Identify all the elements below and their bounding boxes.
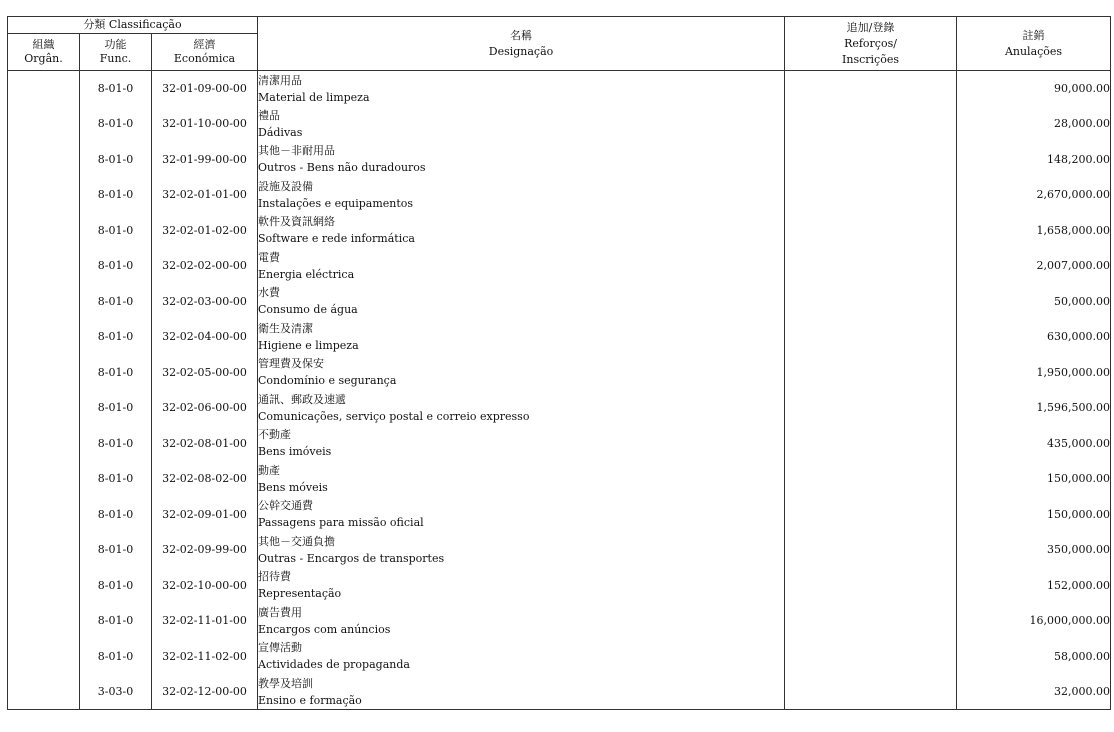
table-row [8, 532, 1111, 568]
organ-cell [8, 284, 80, 320]
func-code-cell: 8-01-0 [80, 106, 152, 142]
econ-code-cell: 32-02-09-99-00 [152, 532, 258, 568]
annulment-amount-cell: 1,596,500.00 [957, 390, 1111, 426]
designation-cell [258, 355, 785, 391]
econ-code-cell: 32-02-03-00-00 [152, 284, 258, 320]
annulment-amount-cell: 150,000.00 [957, 461, 1111, 497]
designation-zh: 管理費及保安 [258, 357, 325, 371]
designation-pt: Condomínio e segurança [258, 374, 397, 388]
func-code-cell: 8-01-0 [80, 603, 152, 639]
designation-cell [258, 603, 785, 639]
organ-cell [8, 248, 80, 284]
annulment-amount-cell: 2,007,000.00 [957, 248, 1111, 284]
reinforcements-header [785, 17, 957, 71]
func-code-cell: 8-01-0 [80, 355, 152, 391]
func-code-cell: 8-01-0 [80, 390, 152, 426]
func-header [80, 34, 152, 71]
func-code-cell: 8-01-0 [80, 213, 152, 249]
reinforcement-cell [785, 71, 957, 107]
reinforcement-cell [785, 603, 957, 639]
designation-zh: 宣傳活動 [258, 641, 303, 655]
organ-cell [8, 142, 80, 178]
organ-header-zh: 組織 [32, 38, 55, 51]
annulment-amount-cell: 630,000.00 [957, 319, 1111, 355]
designation-zh: 公幹交通費 [258, 499, 314, 513]
designation-zh: 教學及培訓 [258, 676, 314, 690]
func-code-cell: 8-01-0 [80, 461, 152, 497]
organ-cell [8, 319, 80, 355]
organ-cell [8, 674, 80, 710]
reinforcement-cell [785, 213, 957, 249]
designation-cell [258, 568, 785, 604]
designation-pt: Software e rede informática [258, 232, 415, 246]
reinforcements-header-pt2: Inscrições [842, 52, 899, 66]
designation-zh: 不動產 [258, 428, 292, 442]
designation-zh: 衛生及清潔 [258, 321, 314, 335]
designation-zh: 其他－交通負擔 [258, 534, 336, 548]
designation-pt: Outras - Encargos de transportes [258, 551, 445, 565]
func-code-cell: 8-01-0 [80, 142, 152, 178]
designation-pt: Representação [258, 587, 342, 601]
designation-pt: Ensino e formação [258, 693, 362, 707]
organ-cell [8, 639, 80, 675]
designation-pt: Instalações e equipamentos [258, 196, 414, 210]
annulment-amount-cell: 1,658,000.00 [957, 213, 1111, 249]
table-row [8, 177, 1111, 213]
designation-zh: 禮品 [258, 108, 281, 122]
organ-cell [8, 213, 80, 249]
annulment-amount-cell: 28,000.00 [957, 106, 1111, 142]
reinforcement-cell [785, 532, 957, 568]
designation-zh: 通訊、郵政及速遞 [258, 392, 347, 406]
organ-cell [8, 603, 80, 639]
designation-zh: 動產 [258, 463, 281, 477]
designation-zh: 清潔用品 [258, 73, 303, 87]
table-row [8, 390, 1111, 426]
func-code-cell: 8-01-0 [80, 319, 152, 355]
organ-cell [8, 106, 80, 142]
organ-cell [8, 497, 80, 533]
econ-code-cell: 32-02-11-01-00 [152, 603, 258, 639]
designation-cell [258, 284, 785, 320]
designation-cell [258, 497, 785, 533]
econ-code-cell: 32-02-04-00-00 [152, 319, 258, 355]
designation-pt: Material de limpeza [258, 90, 370, 104]
organ-cell [8, 568, 80, 604]
reinforcement-cell [785, 497, 957, 533]
reinforcement-cell [785, 568, 957, 604]
table-row [8, 461, 1111, 497]
table-row [8, 568, 1111, 604]
designation-zh: 設施及設備 [258, 179, 314, 193]
func-header-pt: Func. [99, 52, 132, 65]
econ-code-cell: 32-02-01-01-00 [152, 177, 258, 213]
annulment-amount-cell: 2,670,000.00 [957, 177, 1111, 213]
annulment-amount-cell: 435,000.00 [957, 426, 1111, 462]
econ-code-cell: 32-01-99-00-00 [152, 142, 258, 178]
table-row [8, 497, 1111, 533]
designation-pt: Bens imóveis [258, 445, 332, 459]
annulment-amount-cell: 1,950,000.00 [957, 355, 1111, 391]
table-row [8, 319, 1111, 355]
econ-code-cell: 32-01-10-00-00 [152, 106, 258, 142]
designation-cell [258, 390, 785, 426]
organ-cell [8, 71, 80, 107]
designation-pt: Consumo de água [258, 303, 358, 317]
designation-zh: 水費 [258, 286, 281, 300]
table-row [8, 355, 1111, 391]
table-body [8, 71, 1111, 710]
reinforcement-cell [785, 142, 957, 178]
organ-cell [8, 177, 80, 213]
annulment-amount-cell: 148,200.00 [957, 142, 1111, 178]
econ-code-cell: 32-02-05-00-00 [152, 355, 258, 391]
designation-header-pt: Designação [488, 44, 554, 58]
budget-table [7, 16, 1111, 710]
designation-cell [258, 213, 785, 249]
reinforcement-cell [785, 674, 957, 710]
designation-cell [258, 639, 785, 675]
econ-code-cell: 32-02-06-00-00 [152, 390, 258, 426]
annulment-amount-cell: 150,000.00 [957, 497, 1111, 533]
table-row [8, 213, 1111, 249]
annulments-header-pt: Anulações [1004, 44, 1063, 58]
designation-pt: Dádivas [258, 125, 303, 139]
annulment-amount-cell: 152,000.00 [957, 568, 1111, 604]
econ-code-cell: 32-02-08-02-00 [152, 461, 258, 497]
annulment-amount-cell: 58,000.00 [957, 639, 1111, 675]
designation-cell [258, 461, 785, 497]
reinforcement-cell [785, 177, 957, 213]
designation-zh: 其他－非耐用品 [258, 144, 336, 158]
reinforcement-cell [785, 426, 957, 462]
func-code-cell: 8-01-0 [80, 284, 152, 320]
organ-cell [8, 426, 80, 462]
organ-cell [8, 355, 80, 391]
designation-header-zh: 名稱 [510, 28, 533, 42]
table-row [8, 71, 1111, 107]
func-code-cell: 8-01-0 [80, 71, 152, 107]
reinforcement-cell [785, 284, 957, 320]
designation-zh: 軟件及資訊網絡 [258, 215, 336, 229]
designation-cell [258, 426, 785, 462]
func-code-cell: 8-01-0 [80, 177, 152, 213]
designation-pt: Encargos com anúncios [258, 622, 391, 636]
annulments-header-zh: 註銷 [1022, 28, 1045, 42]
designation-pt: Actividades de propaganda [258, 658, 410, 672]
annulment-amount-cell: 16,000,000.00 [957, 603, 1111, 639]
reinforcement-cell [785, 639, 957, 675]
econ-code-cell: 32-02-10-00-00 [152, 568, 258, 604]
reinforcement-cell [785, 248, 957, 284]
table-row [8, 248, 1111, 284]
designation-zh: 廣告費用 [258, 605, 303, 619]
designation-cell [258, 319, 785, 355]
designation-cell [258, 177, 785, 213]
func-code-cell: 8-01-0 [80, 639, 152, 675]
designation-cell [258, 674, 785, 710]
designation-zh: 電費 [258, 250, 281, 264]
designation-cell [258, 248, 785, 284]
table-row [8, 142, 1111, 178]
designation-pt: Passagens para missão oficial [258, 516, 424, 530]
table-row [8, 426, 1111, 462]
organ-header-pt: Orgân. [24, 52, 63, 65]
organ-cell [8, 461, 80, 497]
annulments-header [957, 17, 1111, 71]
annulment-amount-cell: 350,000.00 [957, 532, 1111, 568]
designation-cell [258, 106, 785, 142]
econ-code-cell: 32-02-01-02-00 [152, 213, 258, 249]
econ-code-cell: 32-02-12-00-00 [152, 674, 258, 710]
func-code-cell: 3-03-0 [80, 674, 152, 710]
designation-cell [258, 532, 785, 568]
econ-header-zh: 經濟 [193, 38, 216, 51]
annulment-amount-cell: 90,000.00 [957, 71, 1111, 107]
designation-zh: 招待費 [258, 570, 292, 584]
func-header-zh: 功能 [104, 38, 127, 51]
econ-code-cell: 32-02-02-00-00 [152, 248, 258, 284]
classification-header: 分類 Classificação [8, 17, 258, 34]
designation-header [258, 17, 785, 71]
func-code-cell: 8-01-0 [80, 497, 152, 533]
econ-code-cell: 32-02-08-01-00 [152, 426, 258, 462]
econ-header-pt: Económica [173, 52, 236, 65]
table-row [8, 284, 1111, 320]
designation-pt: Higiene e limpeza [258, 338, 359, 352]
reinforcement-cell [785, 106, 957, 142]
organ-cell [8, 532, 80, 568]
reinforcement-cell [785, 355, 957, 391]
reinforcement-cell [785, 390, 957, 426]
annulment-amount-cell: 32,000.00 [957, 674, 1111, 710]
func-code-cell: 8-01-0 [80, 426, 152, 462]
designation-pt: Outros - Bens não duradouros [258, 161, 426, 175]
reinforcements-header-zh: 追加/登錄 [846, 20, 895, 34]
designation-pt: Comunicações, serviço postal e correio expresso [258, 409, 530, 423]
table-row [8, 674, 1111, 710]
reinforcements-header-pt1: Reforços/ [844, 36, 897, 50]
func-code-cell: 8-01-0 [80, 532, 152, 568]
table-row [8, 603, 1111, 639]
designation-cell [258, 71, 785, 107]
econ-header [152, 34, 258, 71]
econ-code-cell: 32-01-09-00-00 [152, 71, 258, 107]
designation-pt: Bens móveis [258, 480, 328, 494]
reinforcement-cell [785, 319, 957, 355]
econ-code-cell: 32-02-11-02-00 [152, 639, 258, 675]
designation-pt: Energia eléctrica [258, 267, 355, 281]
organ-cell [8, 390, 80, 426]
func-code-cell: 8-01-0 [80, 568, 152, 604]
reinforcement-cell [785, 461, 957, 497]
func-code-cell: 8-01-0 [80, 248, 152, 284]
organ-header [8, 34, 80, 71]
designation-cell [258, 142, 785, 178]
table-row [8, 639, 1111, 675]
table-row [8, 106, 1111, 142]
annulment-amount-cell: 50,000.00 [957, 284, 1111, 320]
table-header [8, 17, 1111, 71]
econ-code-cell: 32-02-09-01-00 [152, 497, 258, 533]
